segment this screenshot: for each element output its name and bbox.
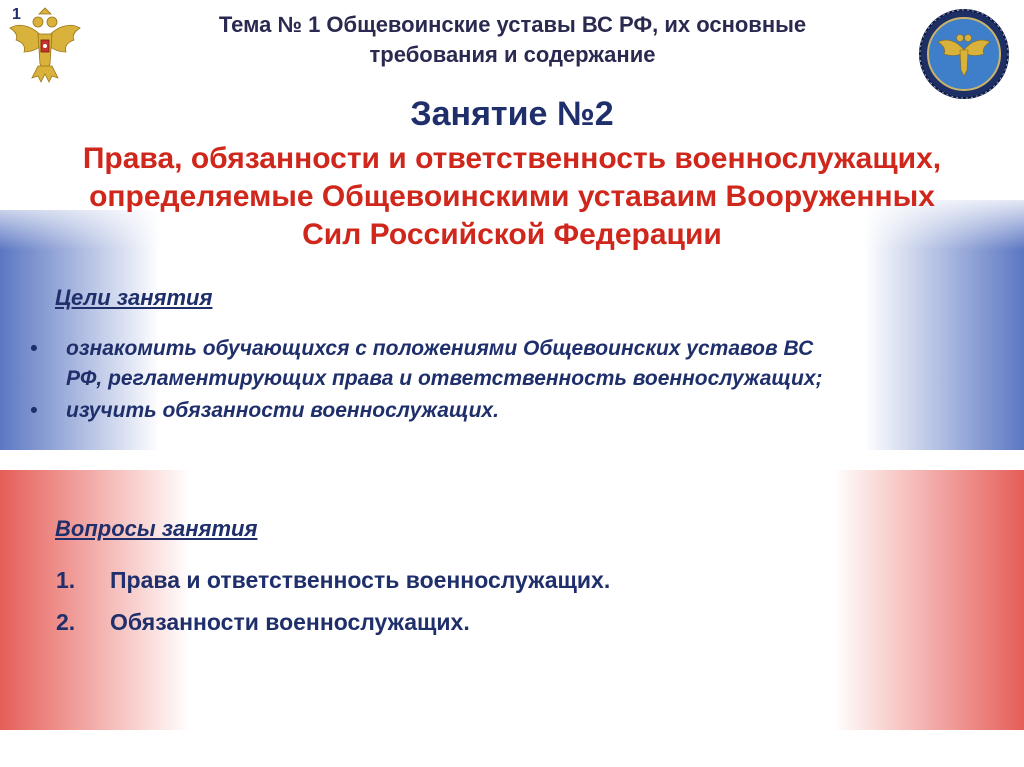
lesson-title	[10, 140, 1014, 254]
bullet: •	[30, 399, 38, 422]
goal-item-line: ознакомить обучающихся с положениями Общевоинских уставов ВС	[66, 337, 814, 360]
goal-item-line: изучить обязанности военнослужащих.	[66, 399, 499, 422]
lesson-number: Занятие №2	[410, 95, 614, 133]
bullet: •	[30, 337, 38, 360]
lesson-title-line-3: Сил Российской Федерации	[302, 218, 722, 251]
goal-item	[28, 334, 978, 394]
lesson-title-line-1: Права, обязанности и ответственность военнослужащих,	[82, 142, 942, 175]
double-headed-eagle-emblem	[8, 6, 82, 88]
goals-heading: Цели занятия	[55, 285, 213, 310]
question-item	[56, 608, 856, 636]
topic-line-2: требования и содержание	[369, 42, 656, 67]
goals-list	[28, 334, 978, 428]
question-number: 1.	[56, 567, 76, 593]
goal-item-line: РФ, регламентирующих права и ответственность военнослужащих;	[66, 367, 823, 390]
question-item	[56, 566, 856, 594]
slide-number: 1	[12, 6, 21, 23]
question-text: Права и ответственность военнослужащих.	[110, 567, 611, 593]
lesson-title-line-2: определяемые Общевоинскими уставаим Вооруженных	[89, 180, 935, 213]
question-number: 2.	[56, 609, 76, 635]
goal-item	[28, 396, 978, 426]
question-text: Обязанности военнослужащих.	[110, 609, 470, 635]
questions-heading: Вопросы занятия	[55, 516, 258, 541]
topic-line-1: Тема № 1 Общевоинские уставы ВС РФ, их основные	[218, 12, 807, 37]
round-eagle-seal-emblem	[918, 8, 1010, 100]
topic-heading	[150, 10, 875, 70]
questions-list	[56, 566, 856, 650]
